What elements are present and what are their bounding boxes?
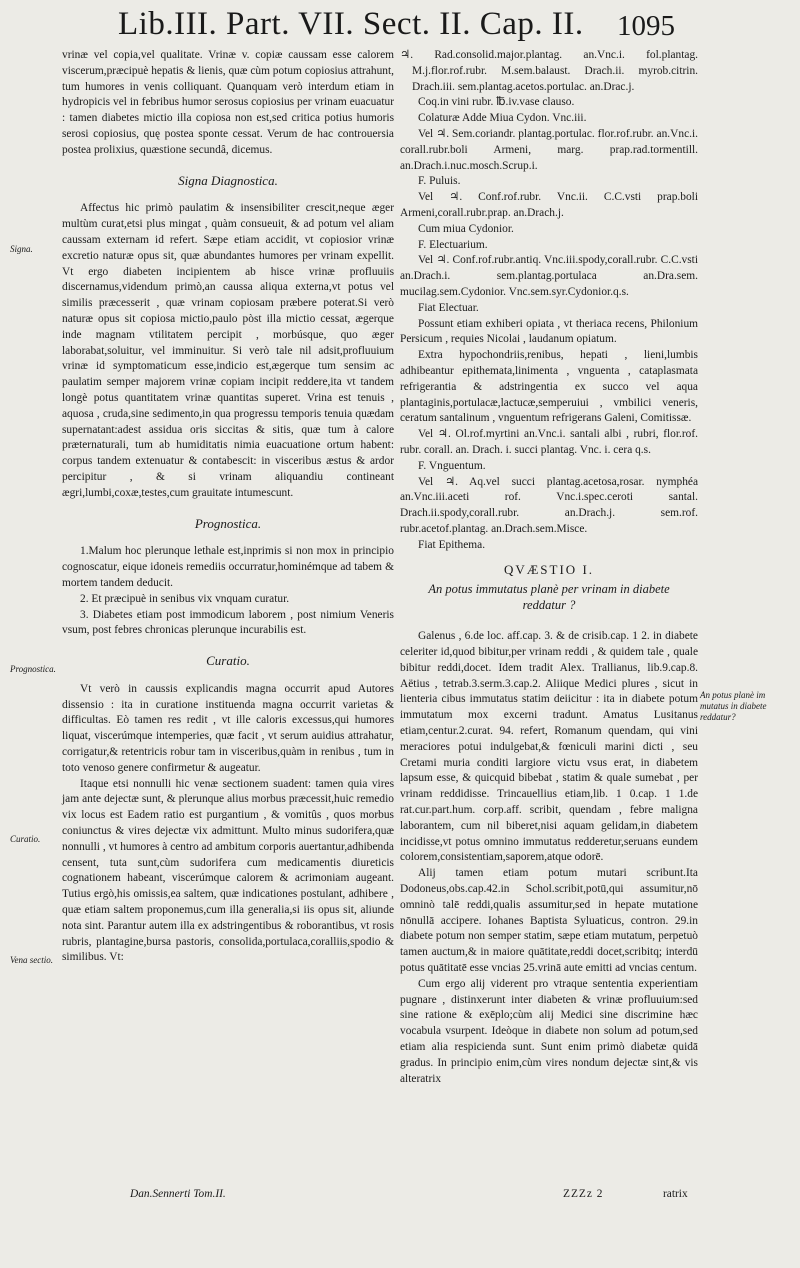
recipe-1-addition: Colaturæ Adde Miua Cydon. Vnc.iii. [418,112,587,125]
recipe-5-form: F. Vnguentum. [418,459,486,472]
paragraph-dodoneus: Alij tamen etiam potum mutari scribunt.Ita Dodoneus,obs.cap.42.in Schol.scribit,potū,qui assumitur,nō omninò talē reddi,qualis assumitur,sed in hepate mutatione nōnullā accipere. Iohanes Baptista Syluaticus, contron. 29.in diabete potum non semper statim, sæpe etiam mutatum, perpetuò tamen auctum,& in maiore quātitate,reddi docet,scribitq; interdū potus quātitatē esse vncias 25.vrinā aute emitti ad vncias centum. [400,867,698,975]
recipe-5: Vel ♃. Ol.rof.myrtini an.Vnc.i. santali albi , rubri, flor.rof. rubr. corall. an. Drach. i. succi plantag. Vnc. i. cera q.s. [400,428,698,456]
heading-quaestio: QVÆSTIO I. [503,561,595,577]
recipe-6: Vel ♃. Aq.vel succi plantag.acetosa,rosar. nymphéa an.Vnc.iii.aceti rof. Vnc.i.spec.ceroti santal. Drach.ii.spody,corall.rubr. an.Drach.j. sem.rof. rubr.acetof.plantag. an.Drach.sem.Misce. [400,475,698,535]
margin-note-quaestio: An potus planè im mutatus in diabete reddatur? [700,690,767,722]
running-title: Lib.III. Part. VII. Sect. II. Cap. II. [118,6,584,42]
recipe-2-form: F. Puluis. [418,175,461,188]
paragraph-vena-sectio: Itaque etsi nonnulli hic venæ sectionem suadent: tamen quia vires jam ante dejectæ sunt, & plerunque alius morbus præcessit,huic remedio vix locus est Eadem ratio est purgantium , & vomitûs , quos morbus coniunctus & vires dejectæ vix admittunt. Multo minus sudorifera,quæ nonnulli , vt humores à centro ad ambitum corporis auertantur,adhibenda censent, tuta sunt,cùm sudorifera cum medicamentis diureticis cognationem habeant, viscerúmque calorem & acrimoniam augeant. Tutius ergò,his omissis,ea saltem, quæ indicationes postulant, adhibere , quæ etiam saltem proponemus,cum illa generalia,si iis opus sit, aliunde nota sint. Parantur autem illa ex adstringentibus & roborantibus, vt rosis rubris, plantagine,bursa pastoris, consolida,portulaca,coralliis,spodio & similibus. Vt: [62,777,394,964]
recipe-3: Vel ♃. Conf.rof.rubr. Vnc.ii. C.C.vsti prap.boli Armeni,corall.rubr.prap. an.Drach.j. [400,191,698,219]
prognosis-item-1: 1.Malum hoc plerunque lethale est,inprimis si non mox in principio cognoscatur, eique idoneis remediis occurratur,hominémque ad tabem & mortem tandem deducit. [62,545,394,589]
recipe-4-form: Fiat Electuar. [418,301,479,314]
paragraph-conclusion: Cum ergo alij viderent pro vtraque sententia experientiam pugnare , distinxerunt inter diabeten & vrinæ profluuium:sed sine ratione & exēplo;cùm alij Medici sine discrimine hæc vocabula vsurpent. Ideòque in diabete non solum ad potum,sed etiam alia respicienda sunt. Sunt enim primò diabetæ quidā gradus. In principio enim,cùm vires nondum dejectæ sint,& vis alteratrix [400,977,698,1085]
footer-title: Dan.Sennerti Tom.II. [130,1188,226,1200]
margin-note-prognostica: Prognostica. [10,664,56,674]
recipe-1-instruction: Coq.in vini rubr. ℔.iv.vase clauso. [418,96,575,109]
recipe-4: Vel ♃. Conf.rof.rubr.antiq. Vnc.iii.spody,corall.rubr. C.C.vsti an.Drach.i. sem.plantag.portulaca an.Dra.sem. mucilag.sem.Cydonior. Vnc.sem.syr.Cydonior.q.s. [400,254,698,298]
paragraph-external-remedies: Extra hypochondriis,renibus, hepati , lieni,lumbis adhibeantur epithemata,linimenta , vnguenta , cataplasmata refrigerantia & adstringentia ex succo vel aqua plantaginis,portulacæ,lactucæ,semperuiui , vmbilici veneris, ceratum santalinum , vnguentum refrigerans Galeni, Comitissæ. [400,349,698,425]
footer-catchword: ratrix [663,1188,688,1200]
running-header [0,4,800,50]
margin-note-curatio: Curatio. [10,834,41,844]
recipe-3-addition: Cum miua Cydonior. [418,222,514,235]
recipe-1: ♃. Rad.consolid.major.plantag. an.Vnc.i. fol.plantag. M.j.flor.rof.rubr. M.sem.balaust. Drach.ii. myrob.citrin. Drach.iii. sem.plantag.acetos.portulac. an.Drac.j. [400,49,698,93]
margin-note-vena-sectio: Vena sectio. [10,955,53,965]
paragraph-opiata: Possunt etiam exhiberi opiata , vt theriaca recens, Philonium Persicum , requies Nicolai , laudanum opiatum. [400,317,698,346]
left-column [62,48,394,966]
recipe-2: Vel ♃. Sem.coriandr. plantag.portulac. flor.rof.rubr. an.Vnc.i. corall.rubr.boli Armeni, marg. prap.rad.tormentill. an.Drach.i.nuc.mosch.Scrup.i. [400,127,698,172]
paragraph-galenus: Galenus , 6.de loc. aff.cap. 3. & de crisib.cap. 1 2. in diabete celeriter id,quod bibitur,per vrinam reddi , & quidem tale , quale bibitur reddi,docet. Idem tradit Alex. Trallianus, lib.9.cap.8. Aëtius , tetrab.3.serm.3.cap.2. Aliique Medici plures , sicut in lienteria cibus immutatus statim deiicitur : ita in diabete potum immutatum mox excerni tradunt. Amatus Lusitanus etiam,centur.2.curat. 94. refert, Romanum quendam, qui vini meraciores potui indulgebat,& fœniculi marini dicti , seu Cretami muria conditi largiore victu vsus erat, in diabetem lapsum esse, & quicquid bibebat , statim & quale sumebat , per vrinam reddidisse. Trincauellius etiam,lib. 1 0.cap. 1 1.de rat.cur.part.hum. corp.aff. scribit, quendam , febre maligna laborantem, cum nil biberet,nisi aquam gelidam,in diabetem incidisse,vt potus omnino immutatus redderetur,seruans eundem colorem,consistentiam,saporem,atque odorē. [400,630,698,864]
paragraph-urine-causes: vrinæ vel copia,vel qualitate. Vrinæ v. copiæ caussam esse calorem viscerum,præcipuè hepatis & lienis, quæ cùm potum copiosius attrahunt, tum humores in venis colliquant. Quanquam verò interdum etiam in hydropicis vel in febribus humor serosus copiosius per vrinam euacuatur : tamen diabetes mictio illa copiosa non est,sed critica potius humoris serosi copiosius, quę postea sponte cessat. Verum de hac controuersia postea prolixius, quæstione secundâ, dicemus. [62,49,394,156]
paragraph-diagnostic-signs: Affectus hic primò paulatim & insensibiliter crescit,neque æger multùm curat,etsi plus mingat , quàm consueuit, & ad potum vel aliam caussam externam id refert. Sæpe etiam accidit, vt copiosior vrinæ excretio naturæ opus sit, quæ abundantes humores per vrinam expellit. Vt ergo diabeten incipientem ab hisce vrinæ profluuiis discernamus,videndum primò,an caussa aliqua externa,vt potus vel similis præcesserit , quæ vrinam copiosam præbere poterat.Si verò naturæ opus sit copiosa mictio,paulo pòst illa mictio cessat, ægerque inde magnam vtilitatem percipit , morbúsque, quo æger laborabat,soluitur, vel imminuitur. Si verò tale nil adsit,profluuium vrinæ id symptomaticum esse,indicio est,ægerque tum sensim ac paulatim semper majorem vrinæ copiam incipit reddere,ita vt tandem longè potus quantitatem vrinæ quantitas superet. Vrina est tenuis , aquosa , cruda,sine sedimento,in qua progressu temporis tenuia quædam supernatant:adest assidua oris siccitas & sitis, quæ tum à calore præternaturali, tum ab humiditatis nimia euacuatione ortum habent: corpus tandem extenuatur & contabescit: in visceribus æstus & ardor percipitur , & si vrinam aliquandiu contineant ægri,lumbi,coxæ,testes,cum grauitate intumescunt. [62,202,394,499]
recipe-3-form: F. Electuarium. [418,238,488,251]
recipe-6-form: Fiat Epithema. [418,538,486,551]
quaestio-question: An potus immutatus planè per vrinam in diabete reddatur ? [428,582,670,613]
right-column [400,48,698,1087]
prognosis-item-2: 2. Et præcipuè in senibus vix vnquam curatur. [80,592,290,605]
paragraph-cure-principles: Vt verò in caussis explicandis magna occurrit apud Autores dissensio : ita in curatione instituenda magna occurrit varietas & difficultas. Eò tamen res redit , vt ille caloris excessus,qui humores liquat, viscerúmque intemperies, quæ facit , vt serum auidius attrahatur, corrigatur,& retentricis robur tam in visceribus,quàm in renibus , tum in toto venoso genere confirmetur & augeatur. [62,682,394,774]
prognosis-item-3: 3. Diabetes etiam post immodicum laborem , post nimium Veneris vsum, post febres chronicas plerunque incurabilis est. [62,608,394,637]
footer-signature: ZZZz 2 [563,1188,604,1200]
heading-prognostica: Prognostica. [194,515,262,531]
margin-note-signa: Signa. [10,244,33,254]
page-number: 1095 [617,10,675,42]
heading-curatio: Curatio. [206,653,250,669]
heading-signa-diagnostica: Signa Diagnostica. [178,172,278,188]
